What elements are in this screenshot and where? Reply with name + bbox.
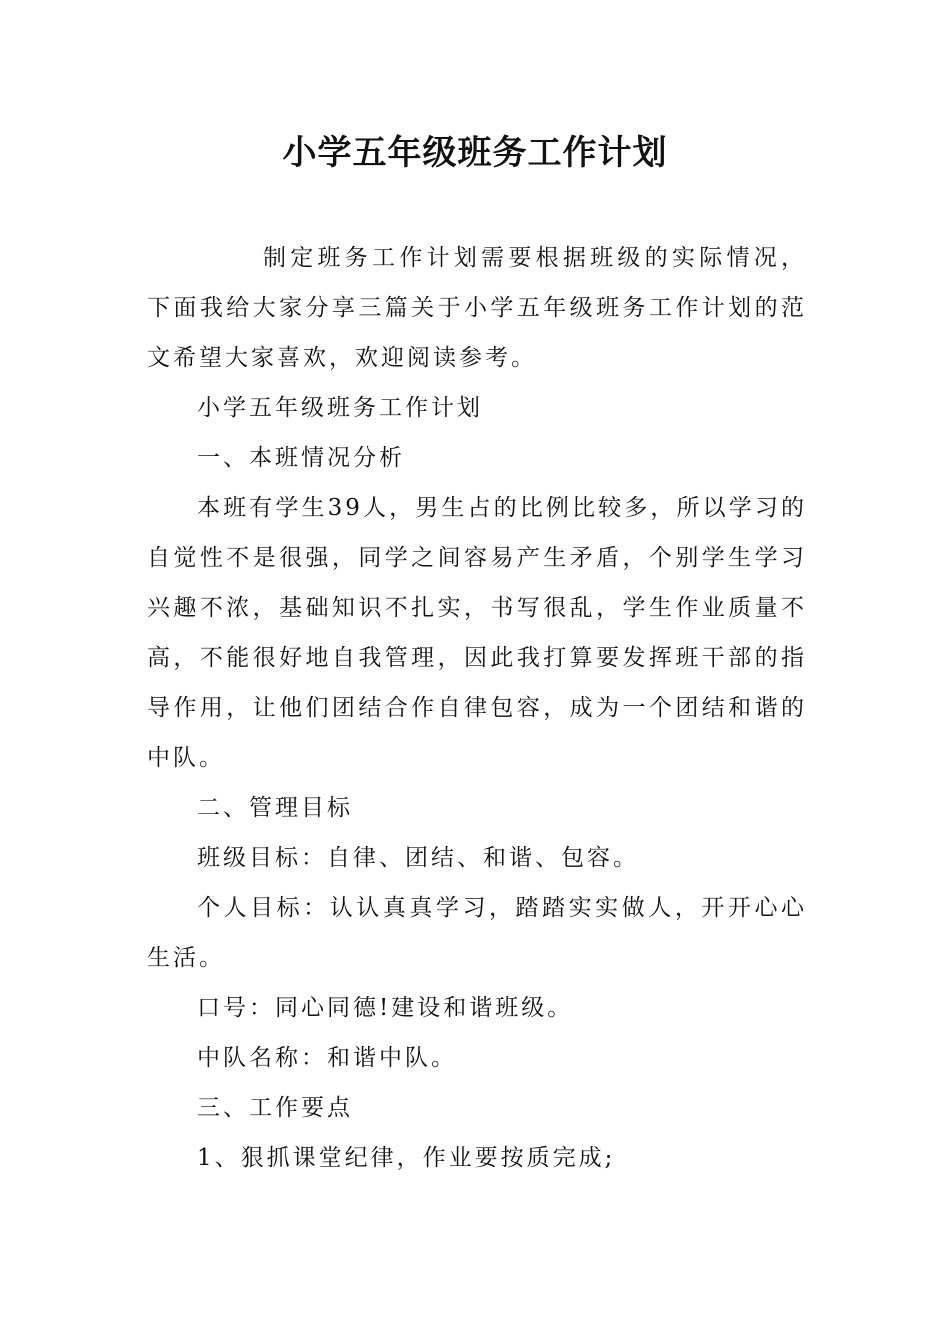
personal-goal-paragraph: 个人目标：认认真真学习，踏踏实实做人，开开心心生活。 [147, 895, 807, 971]
analysis-paragraph: 本班有学生39人，男生占的比例比较多，所以学习的自觉性不是很强，同学之间容易产生矛盾，个别学生学习兴趣不浓，基础知识不扎实，书写很乱，学生作业质量不高，不能很好地自我管理，因此我打算要发挥班干部的指导作用，让他们团结合作自律包容，成为一个团结和谐的中队。 [147, 495, 807, 771]
section-heading-goals: 二、管理目标 [197, 795, 353, 821]
section-heading-key-points: 三、工作要点 [197, 1095, 353, 1121]
document-body [147, 233, 807, 1183]
document-title: 小学五年级班务工作计划 [282, 133, 668, 173]
class-goal-paragraph: 班级目标：自律、团结、和谐、包容。 [197, 845, 639, 871]
squad-name-paragraph: 中队名称：和谐中队。 [197, 1045, 457, 1071]
intro-paragraph: 制定班务工作计划需要根据班级的实际情况，下面我给大家分享三篇关于小学五年级班务工作计划的范文希望大家喜欢，欢迎阅读参考。 [147, 245, 807, 371]
section-heading-analysis: 一、本班情况分析 [197, 445, 405, 471]
slogan-paragraph: 口号：同心同德!建设和谐班级。 [197, 995, 574, 1021]
key-point-1-paragraph: 1、狠抓课堂纪律，作业要按质完成; [197, 1145, 616, 1171]
subtitle-paragraph: 小学五年级班务工作计划 [197, 395, 483, 421]
